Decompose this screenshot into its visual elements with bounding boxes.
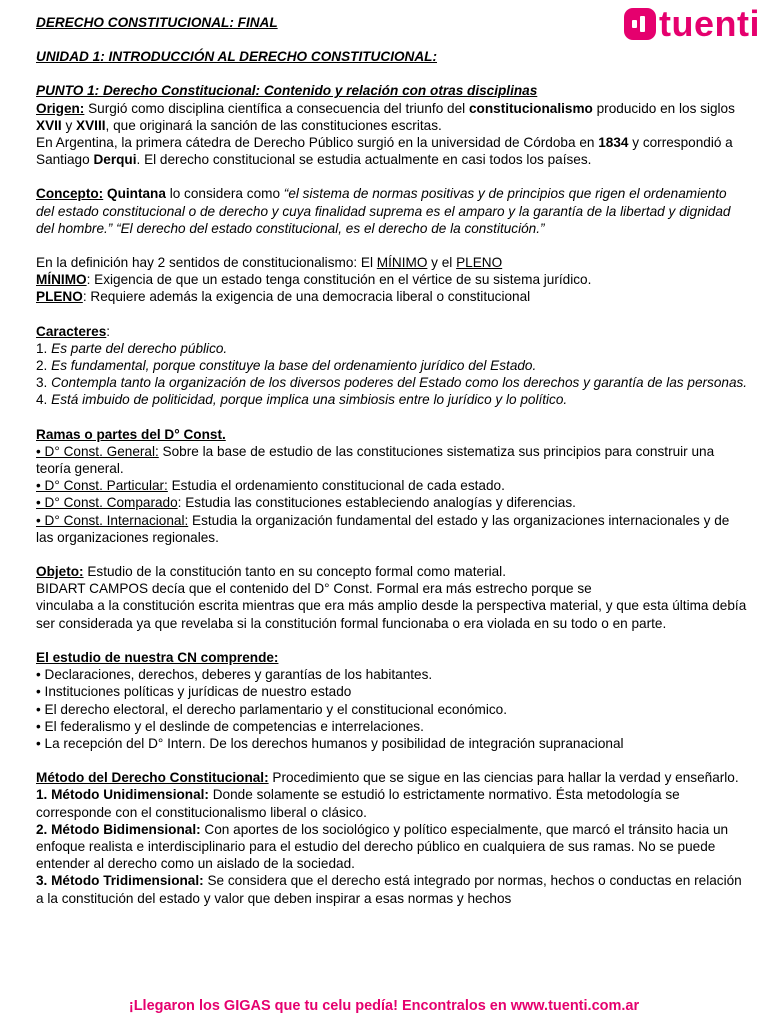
list-item [36,494,748,511]
origen-text: En Argentina, la primera cátedra de Derecho Público surgió en la universidad de Córdoba en [36,135,599,151]
caracteres-heading [36,323,748,340]
document-body [36,14,748,907]
rama-key: • D° Const. Particular: [36,478,168,494]
list-text: Está imbuido de politicidad, porque implica una simbiosis entre lo jurídico y lo político. [51,392,568,408]
list-text: Contempla tanto la organización de los diversos poderes del Estado como los derechos y garantía de las personas. [51,375,748,391]
estudio-heading: El estudio de nuestra CN comprende: [36,649,279,665]
list-item [36,821,748,873]
metodo-item-text: Se considera que el derecho está integrado por normas, hechos o conductas en relación a la constitución del estado y valor que deben inspirar a esas normas y hechos [36,873,742,906]
list-item: • La recepción del D° Intern. De los derechos humanos y posibilidad de integración supranacional [36,735,624,751]
concepto-author: Quintana [107,186,166,202]
sentidos-intro [36,254,748,271]
list-item [36,872,748,906]
metodo-key: 2. Método Bidimensional: [36,821,201,837]
objeto-label: Objeto: [36,564,84,580]
list-item [36,374,748,391]
list-item [36,512,748,546]
minimo-text: : Exigencia de que un estado tenga constitución en el vértice de su sistema jurídico. [86,272,592,288]
list-number: 1. [36,340,52,356]
metodo-item-text: Con aportes de los sociológico y político especialmente, que marcó el tránsito hacia un enfoque realista e interdisciplinario para el estudio del derecho público en cualquiera de sus ramas. No se puede entender al derecho como un aislado de la sociedad. [36,821,729,872]
metodo-label: Método del Derecho Constitucional: [36,770,269,786]
objeto-paragraph [36,563,748,580]
rama-text: Estudia la organización fundamental del estado y las organizaciones internacionales y de las organizaciones regionales. [36,512,730,545]
origen-text: , que originará la sanción de las constituciones escritas. [105,117,442,133]
origen-text: y correspondió a Santiago [36,135,733,168]
objeto-text: Estudio de la constitución tanto en su concepto formal como material. [83,564,506,580]
origen-paragraph [36,100,748,134]
pleno-definition [36,288,748,305]
concepto-quote: “el sistema de normas positivas y de principios que rigen el ordenamiento del estado constitucional o de derecho y cuya finalidad suprema es el amparo y la garantía de la libertad y dignidad del hombre.” “El derecho del estado constitucional, es el derecho de la constitución.” [36,186,731,236]
punto-heading: PUNTO 1: Derecho Constitucional: Contenido y relación con otras disciplinas [36,83,538,99]
rama-text: : Estudia las constituciones estableciendo analogías y diferencias. [177,495,576,511]
origen-bold: constitucionalismo [468,100,593,116]
objeto-bidart: BIDART CAMPOS decía que el contenido del D° Const. Formal era más estrecho porque se [36,581,592,597]
origen-text: y [61,117,77,133]
pleno-label: PLENO [36,289,83,305]
list-item [36,443,748,477]
list-item [36,357,748,374]
origen-text: . El derecho constitucional se estudia actualmente en casi todos los países. [136,152,592,168]
origen-bold: XVIII [76,117,106,133]
origen-bold: XVII [36,117,62,133]
origen-text: producido en los siglos [592,100,735,116]
concepto-label: Concepto: [36,186,104,202]
sentidos-text: y el [427,255,457,271]
brand-name: tuenti [659,3,760,44]
caracteres-colon: : [106,323,111,339]
list-item [36,391,748,408]
objeto-continuation: vinculaba a la constitución escrita mientras que era más amplio desde la perspectiva material, y que esta última debía ser considerada ya que revelaba si la constitución formal funcionaba o era violada en su todo o en parte. [36,598,747,631]
footer-ad-link[interactable]: ¡Llegaron los GIGAS que tu celu pedía! Encontralos en www.tuenti.com.ar [128,998,640,1014]
list-item [36,340,748,357]
minimo-label: MÍNIMO [36,272,87,288]
list-item [36,786,748,820]
list-item [36,477,748,494]
caracteres-label: Caracteres [36,323,107,339]
metodo-item-text: Donde solamente se estudió lo estrictamente normativo. Ésta metodología se corresponde con el constitucionalismo liberal o clásico. [36,787,680,820]
list-item: • El federalismo y el deslinde de competencias e interrelaciones. [36,718,424,734]
rama-text: Estudia el ordenamiento constitucional de cada estado. [167,478,505,494]
concepto-paragraph [36,185,748,237]
metodo-key: 1. Método Unidimensional: [36,787,209,803]
rama-key: • D° Const. Comparado [36,495,178,511]
list-number: 2. [36,358,52,374]
list-item: • El derecho electoral, el derecho parlamentario y el constitucional económico. [36,701,507,717]
sentidos-text: En la definición hay 2 sentidos de constitucionalismo: El [36,255,377,271]
list-number: 4. [36,392,52,408]
unit-heading: UNIDAD 1: INTRODUCCIÓN AL DERECHO CONSTITUCIONAL: [36,49,438,65]
rama-key: • D° Const. General: [36,443,159,459]
rama-text: Sobre la base de estudio de las constituciones sistematiza sus principios para construir una teoría general. [36,443,715,477]
metodo-text: Procedimiento que se sigue en las ciencias para hallar la verdad y enseñarlo. [268,770,739,786]
rama-key: • D° Const. Internacional: [36,512,189,528]
sentidos-pleno: PLENO [456,255,503,271]
origen-text: Surgió como disciplina científica a consecuencia del triunfo del [84,100,469,116]
minimo-definition [36,271,748,288]
sentidos-minimo: MÍNIMO [376,255,428,271]
pleno-text: : Requiere además la exigencia de una democracia liberal o constitucional [82,289,531,305]
list-item: • Instituciones políticas y jurídicas de nuestro estado [36,684,352,700]
origen-bold: 1834 [598,135,629,151]
origen-label: Origen: [36,100,85,116]
list-text: Es fundamental, porque constituye la base del ordenamiento jurídico del Estado. [51,358,537,374]
document-title: DERECHO CONSTITUCIONAL: FINAL [36,15,278,30]
concepto-text: lo considera como [165,186,284,202]
ramas-heading: Ramas o partes del D° Const. [36,426,226,442]
metodo-paragraph [36,769,748,786]
list-text: Es parte del derecho público. [51,340,228,356]
metodo-key: 3. Método Tridimensional: [36,873,204,889]
origen-bold: Derqui [93,152,137,168]
list-item: • Declaraciones, derechos, deberes y garantías de los habitantes. [36,667,433,683]
origen-argentina [36,134,748,168]
list-number: 3. [36,375,52,391]
